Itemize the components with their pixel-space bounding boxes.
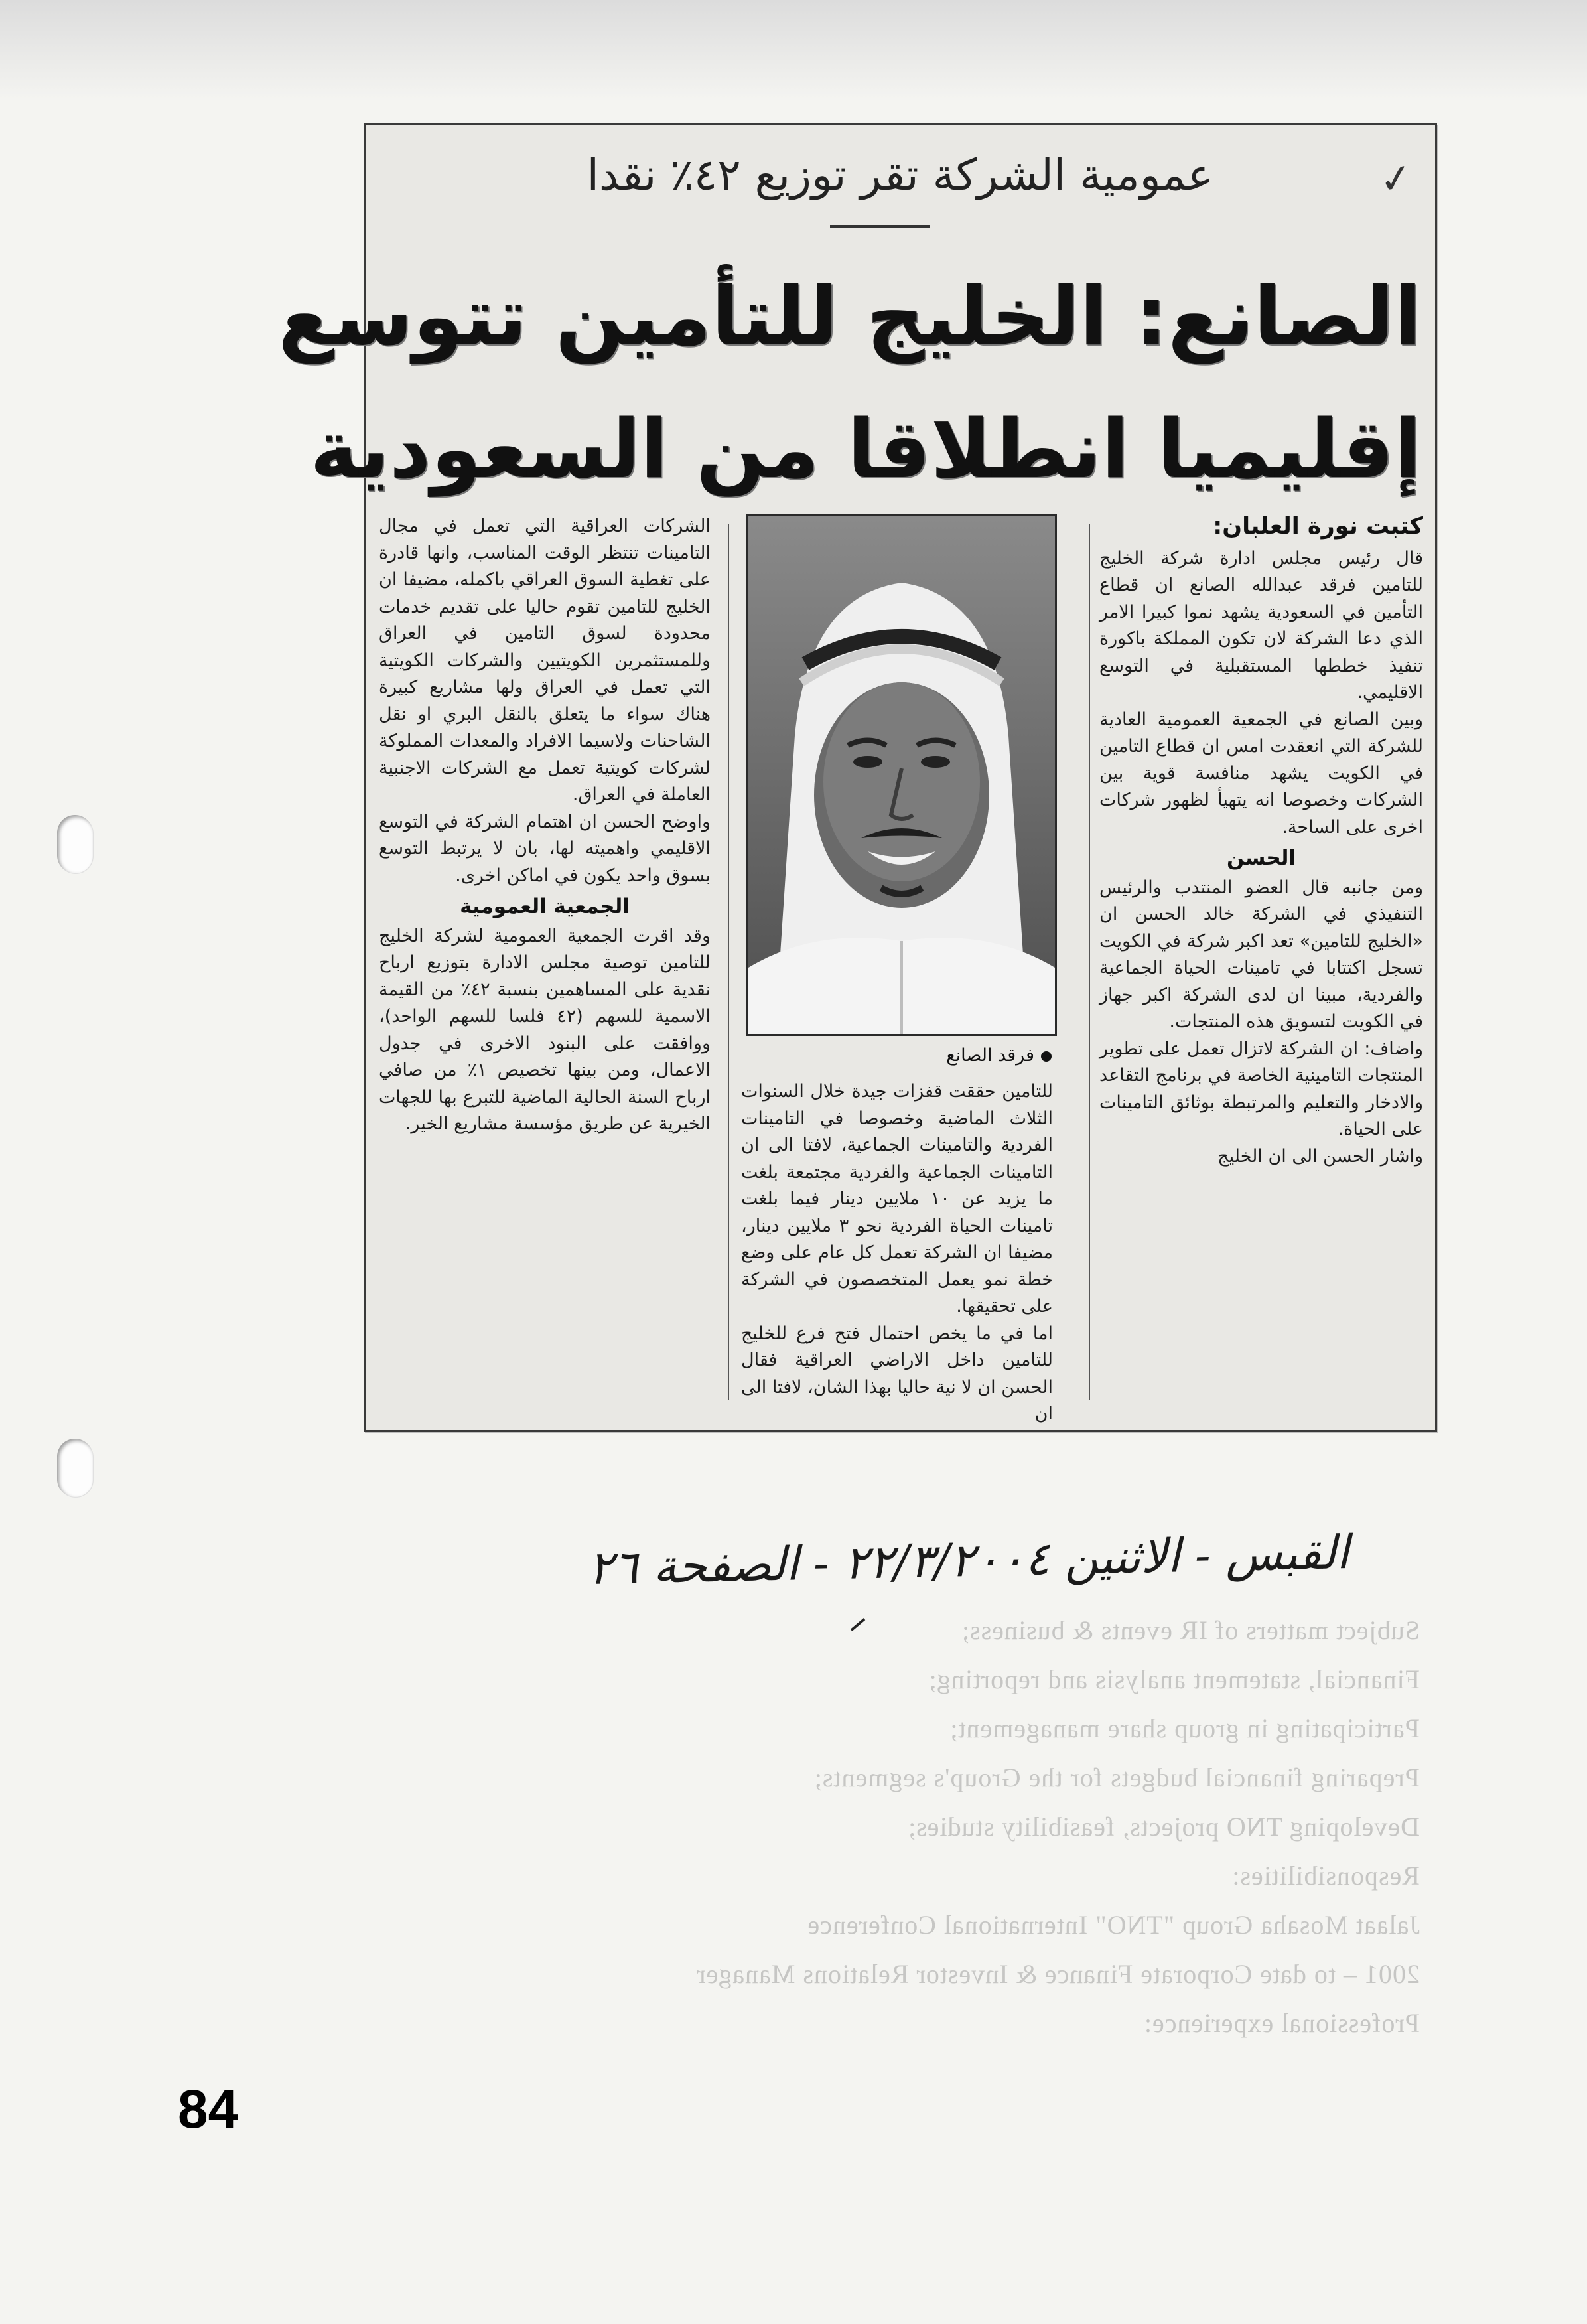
article-column-3	[379, 513, 711, 1138]
paragraph: قال رئيس مجلس ادارة شركة الخليج للتامين فرقد عبدالله الصانع ان قطاع التأمين في السعودية يشهد نموا كبيرا الامر الذي دعا الشركة لان تكون المملكة باكورة تنفيذ خططها المستقبلية في التوسع الاقليمي.	[1099, 547, 1423, 703]
handwritten-mark: ✓	[1376, 153, 1416, 205]
portrait-illustration	[748, 516, 1055, 1034]
paragraph: واضاف: ان الشركة لاتزال تعمل على تطوير المنتجات التامينية الخاصة في برنامج التقاعد والادخار والتعليم والمرتبطة بوثائق التامينات على الحياة.	[1099, 1038, 1423, 1139]
kicker-rule	[830, 225, 930, 228]
showthrough-line: 2001 – to date Corporate Finance & Investor Relations Manager	[696, 1959, 1420, 1989]
newspaper-clipping	[278, 123, 1437, 1432]
handwritten-source-note: القبس - الاثنين ٢٢/٣/٢٠٠٤ - الصفحة ٢٦	[587, 1524, 1350, 1596]
article-headline	[278, 250, 1422, 516]
paragraph: الشركات العراقية التي تعمل في مجال التامينات تنتظر الوقت المناسب، وانها قادرة على تغطية السوق العراقي باكمله، مضيفا ان الخليج للتامين تقوم حاليا على تقديم خدمات محدودة لسوق التامين في العراق وللمستثمرين الكويتيين والشركات الكويتية التي تعمل في العراق ولها مشاريع كبيرة هناك سواء ما يتعلق بالنقل البري او نقل الشاحنات ولاسيما الافراد والمعدات المملوكة لشركات كويتية تعمل مع الشركات الاجنبية العاملة في العراق.	[379, 516, 711, 805]
caption-text: فرقد الصانع	[946, 1045, 1034, 1066]
paragraph: واشار الحسن الى ان الخليج	[1217, 1145, 1423, 1167]
punch-hole	[57, 1439, 93, 1497]
column-rule	[1089, 524, 1090, 1400]
showthrough-text	[239, 1606, 1420, 2048]
showthrough-line: Professional experience:	[1143, 2008, 1420, 2038]
paragraph: ومن جانبه قال العضو المنتدب والرئيس التنفيذي في الشركة خالد الحسن ان «الخليج للتامين» تعد اكبر شركة في الكويت تسجل اكتتابا في تامينات الحياة الجماعية والفردية، مبينا ان لدى الشركة اكبر جهاز في الكويت لتسويق هذه المنتجات.	[1099, 877, 1423, 1032]
headline-line: الصانع: الخليج للتأمين تتوسع	[278, 269, 1422, 364]
showthrough-line: Subject matters of IR events & business;	[961, 1615, 1420, 1645]
article-kicker: عمومية الشركة تقر توزيع ٤٢٪ نقدا	[586, 149, 1214, 200]
showthrough-line: Developing TNO projects, feasibility studies;	[908, 1812, 1420, 1842]
showthrough-line: Preparing financial budgets for the Group's segments;	[813, 1763, 1420, 1792]
scan-top-shadow	[0, 0, 1587, 100]
showthrough-line: Jalaat Mosaha Group "TNO" International Conference	[807, 1910, 1420, 1940]
article-column-1	[1099, 513, 1423, 1170]
subheading: الحسن	[1226, 846, 1296, 870]
paragraph: اما في ما يخص احتمال فتح فرع للخليج للتامين داخل الاراضي العراقية فقال الحسن ان لا نية حاليا بهذا الشان، لافتا الى ان	[741, 1323, 1053, 1424]
photo-caption	[740, 1045, 1052, 1066]
page-number: 84	[178, 2079, 239, 2140]
showthrough-line: Participating in group share management;	[949, 1713, 1420, 1743]
showthrough-line: Responsibilities:	[1231, 1861, 1420, 1891]
paragraph: واوضح الحسن ان اهتمام الشركة في التوسع الاقليمي واهميته لها، بان لا يرتبط التوسع بسوق واحد يكون في اماكن اخرى.	[379, 811, 711, 886]
headline-line: إقليميا انطلاقا من السعودية	[310, 402, 1422, 496]
subheading: الجمعية العمومية	[460, 895, 630, 918]
paragraph: للتامين حققت قفزات جيدة خلال السنوات الثلاث الماضية وخصوصا في التامينات الفردية والتامينات الجماعية، لافتا الى ان التامينات الجماعية والفردية مجتمعة بلغت ما يزيد عن ١٠ ملايين دينار فيما بلغت تامينات الحياة الفردية نحو ٣ ملايين دينار، مضيفا ان الشركة تعمل كل عام على وضع خطة نمو يعمل المتخصصون في الشركة على تحقيقها.	[741, 1081, 1054, 1317]
column-rule	[728, 524, 729, 1400]
paragraph: وقد اقرت الجمعية العمومية لشركة الخليج للتامين توصية مجلس الادارة بتوزيع ارباح نقدية على المساهمين بنسبة ٤٢٪ من القيمة الاسمية للسهم (٤٢ فلسا للسهم الواحد)، ووافقت على البنود الاخرى في جدول الاعمال، ومن بينها تخصيص ١٪ من صافي ارباح السنة الحالية الماضية للتبرع بها للجهات الخيرية عن طريق مؤسسة مشاريع الخير.	[379, 925, 711, 1134]
showthrough-line: Financial, statement analysis and reporting;	[928, 1664, 1420, 1694]
bullet-icon	[1041, 1051, 1052, 1062]
portrait-photo	[746, 514, 1057, 1036]
punch-hole	[57, 815, 93, 873]
article-column-2	[741, 1078, 1053, 1428]
byline: كتبت نورة العلبان:	[1213, 513, 1423, 540]
paragraph: وبين الصانع في الجمعية العمومية العادية للشركة التي انعقدت امس ان قطاع التامين في الكويت يشهد منافسة قوية بين الشركات وخصوصا انه يتهيأ لظهور شركات اخرى على الساحة.	[1099, 709, 1423, 837]
